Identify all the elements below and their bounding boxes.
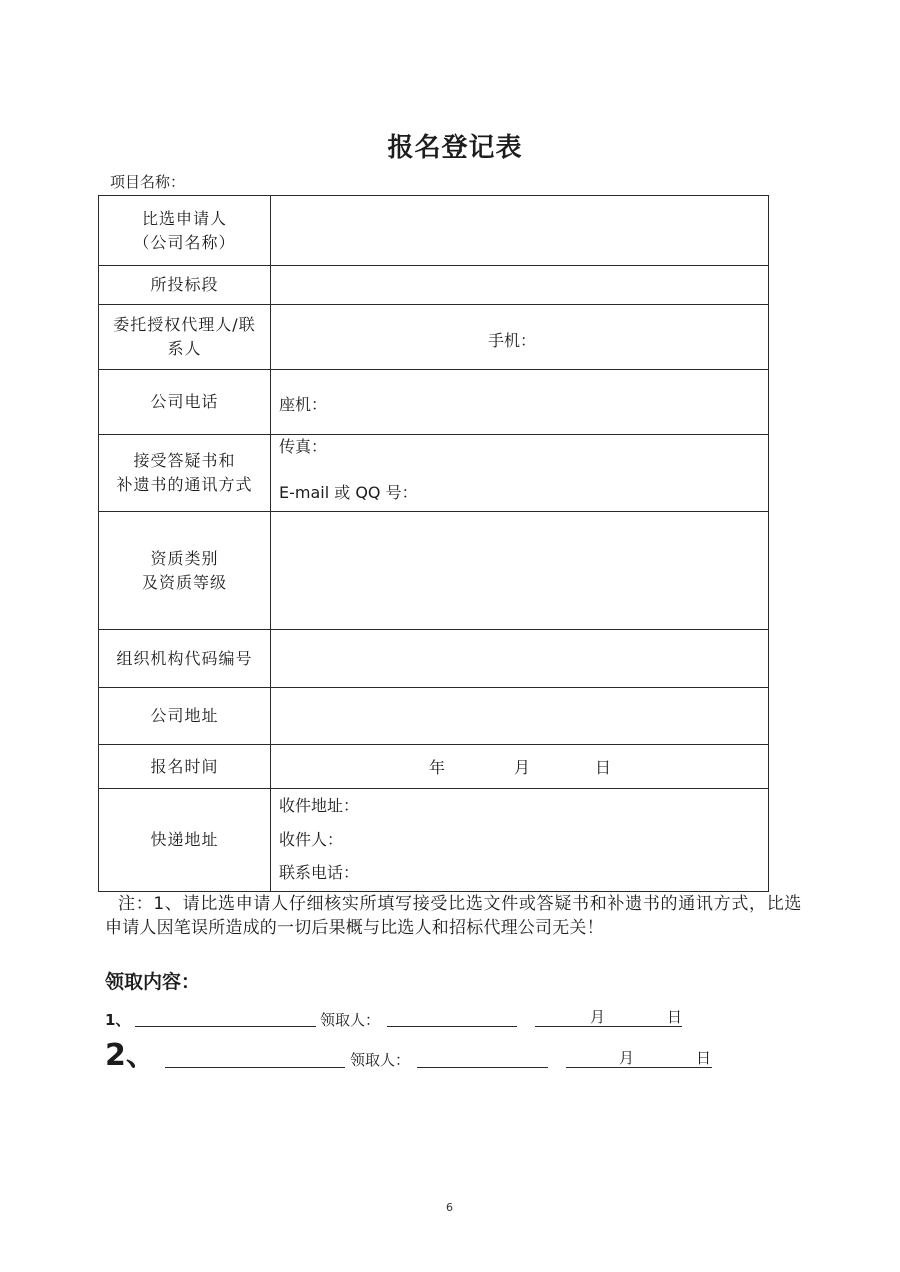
- company-phone-value-cell: [271, 370, 769, 435]
- lot-label-line: 所投标段: [150, 275, 219, 294]
- note-line: 申请人因笔误所造成的一切后果概与比选人和招标代理公司无关！: [105, 918, 604, 938]
- receiver-label: 领取人：: [350, 1051, 411, 1069]
- org-code-label-line: 组织机构代码编号: [116, 648, 253, 668]
- agent-label-cell: [99, 305, 271, 370]
- project-name-label: 项目名称：: [110, 173, 186, 191]
- month-label: 月: [590, 1008, 606, 1026]
- receiver-label: 领取人：: [320, 1011, 381, 1029]
- registration-time-value-cell: [271, 745, 769, 789]
- company-phone-label-cell: [99, 370, 271, 435]
- qualification-label-line: 资质类别: [150, 548, 219, 568]
- lot-label-cell: [99, 266, 271, 305]
- item-blank-line: [135, 1008, 316, 1027]
- email-qq-label: E-mail 或 QQ 号：: [279, 483, 418, 502]
- form-title: 报名登记表: [387, 133, 523, 163]
- month-label: 月: [619, 1049, 635, 1067]
- company-phone-label-line: 公司电话: [150, 392, 219, 411]
- date-blank-line: [566, 1048, 712, 1068]
- qualification-label-cell: [99, 512, 271, 630]
- day-label: 日: [667, 1008, 683, 1026]
- recipient-label: 收件人：: [279, 830, 344, 849]
- company-address-label-line: 公司地址: [150, 706, 219, 725]
- note-line: 注：1、请比选申请人仔细核实所填写接受比选文件或答疑书和补遗书的通讯方式，比选: [118, 894, 803, 914]
- company-address-value-cell: [271, 688, 769, 745]
- qualification-value-cell: [271, 512, 769, 630]
- comm-method-label-cell: [99, 435, 271, 512]
- agent-label-line: 委托授权代理人/联: [113, 315, 256, 334]
- applicant-label-line: 比选申请人: [141, 208, 227, 228]
- applicant-value-cell: [271, 196, 769, 266]
- applicant-label-cell: [99, 196, 271, 266]
- registration-time-label-cell: [99, 745, 271, 789]
- registration-table: [98, 195, 769, 892]
- agent-label-line: 系人: [167, 339, 202, 358]
- company-address-label-cell: [99, 688, 271, 745]
- org-code-value-cell: [271, 630, 769, 688]
- fax-label: 传真：: [279, 437, 328, 456]
- receive-item-index: 2、: [105, 1038, 156, 1073]
- mobile-label: 手机：: [488, 331, 537, 350]
- comm-method-label-line: 接受答疑书和: [133, 451, 236, 470]
- qualification-label-line: 及资质等级: [141, 572, 227, 592]
- receive-item-index: 1、: [105, 1011, 131, 1029]
- express-address-value-cell: [271, 789, 769, 892]
- express-address-label-line: 快递地址: [150, 830, 219, 849]
- lot-value-cell: [271, 266, 769, 305]
- item-blank-line: [165, 1048, 345, 1068]
- comm-method-value-cell: [271, 435, 769, 512]
- agent-value-cell: [271, 305, 769, 370]
- receiver-blank-line: [417, 1048, 548, 1068]
- day-label: 日: [696, 1049, 712, 1067]
- landline-label: 座机：: [279, 395, 328, 414]
- express-address-label-cell: [99, 789, 271, 892]
- receiver-blank-line: [387, 1008, 517, 1027]
- comm-method-label-line: 补遗书的通讯方式: [116, 475, 253, 494]
- receive-content-heading: 领取内容：: [105, 971, 201, 993]
- day-label: 日: [595, 758, 612, 777]
- page-number: 6: [446, 1201, 453, 1214]
- applicant-label-line: （公司名称）: [133, 232, 236, 252]
- registration-time-label-line: 报名时间: [150, 756, 219, 776]
- recipient-address-label: 收件地址：: [279, 796, 360, 815]
- month-label: 月: [514, 758, 531, 777]
- contact-phone-label: 联系电话：: [279, 863, 360, 882]
- org-code-label-cell: [99, 630, 271, 688]
- date-blank-line: [535, 1008, 682, 1027]
- year-label: 年: [429, 758, 446, 777]
